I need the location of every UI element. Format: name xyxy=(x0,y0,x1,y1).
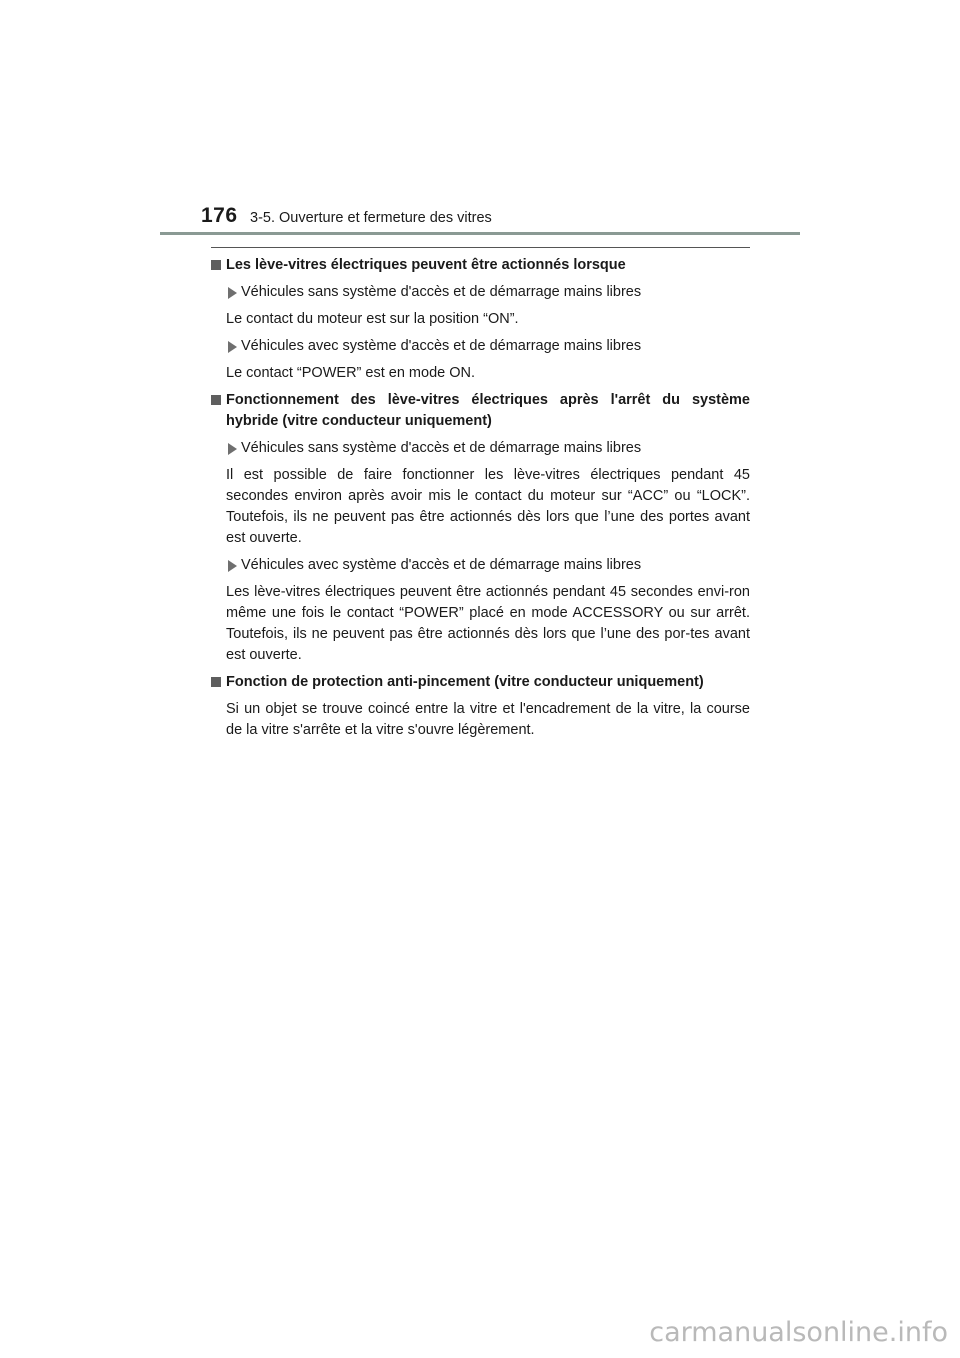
section-heading: Fonctionnement des lève-vitres électriques après l'arrêt du système hybride (vitre conducteur uniquement) xyxy=(211,390,750,432)
content-body xyxy=(211,255,750,747)
content-divider xyxy=(211,247,750,248)
subheading: Véhicules sans système d'accès et de démarrage mains libres xyxy=(211,438,750,459)
page-number: 176 xyxy=(201,204,238,227)
triangle-right-icon xyxy=(228,560,237,572)
triangle-right-icon xyxy=(228,341,237,353)
paragraph: Si un objet se trouve coincé entre la vitre et l'encadrement de la vitre, la course de la vitre s'arrête et la vitre s'ouvre légèrement. xyxy=(226,701,750,738)
subheading: Véhicules avec système d'accès et de démarrage mains libres xyxy=(211,336,750,357)
triangle-right-icon xyxy=(228,287,237,299)
watermark: carmanualsonline.info xyxy=(649,1317,948,1348)
paragraph: Les lève-vitres électriques peuvent être actionnés pendant 45 secondes envi-ron même une fois le contact “POWER” placé en mode ACCESSORY ou sur arrêt. Toutefois, ils ne peuvent pas être actionnés dès lors que l’une des por-tes avant est ouverte. xyxy=(226,584,750,663)
square-bullet-icon xyxy=(211,260,221,270)
subheading: Véhicules avec système d'accès et de démarrage mains libres xyxy=(211,555,750,576)
paragraph: Le contact “POWER” est en mode ON. xyxy=(226,365,476,381)
section-heading: Les lève-vitres électriques peuvent être actionnés lorsque xyxy=(211,255,750,276)
paragraph: Le contact du moteur est sur la position “ON”. xyxy=(226,311,519,327)
subheading: Véhicules sans système d'accès et de démarrage mains libres xyxy=(211,282,750,303)
square-bullet-icon xyxy=(211,677,221,687)
section-heading: Fonction de protection anti-pincement (vitre conducteur uniquement) xyxy=(211,672,750,693)
header-divider xyxy=(160,232,800,235)
triangle-right-icon xyxy=(228,443,237,455)
paragraph: Il est possible de faire fonctionner les lève-vitres électriques pendant 45 secondes environ après avoir mis le contact du moteur sur “ACC” ou “LOCK”. Toutefois, ils ne peuvent pas être actionnés dès lors que l’une des portes avant est ouverte. xyxy=(226,467,750,546)
section-title: 3-5. Ouverture et fermeture des vitres xyxy=(250,210,492,226)
square-bullet-icon xyxy=(211,395,221,405)
